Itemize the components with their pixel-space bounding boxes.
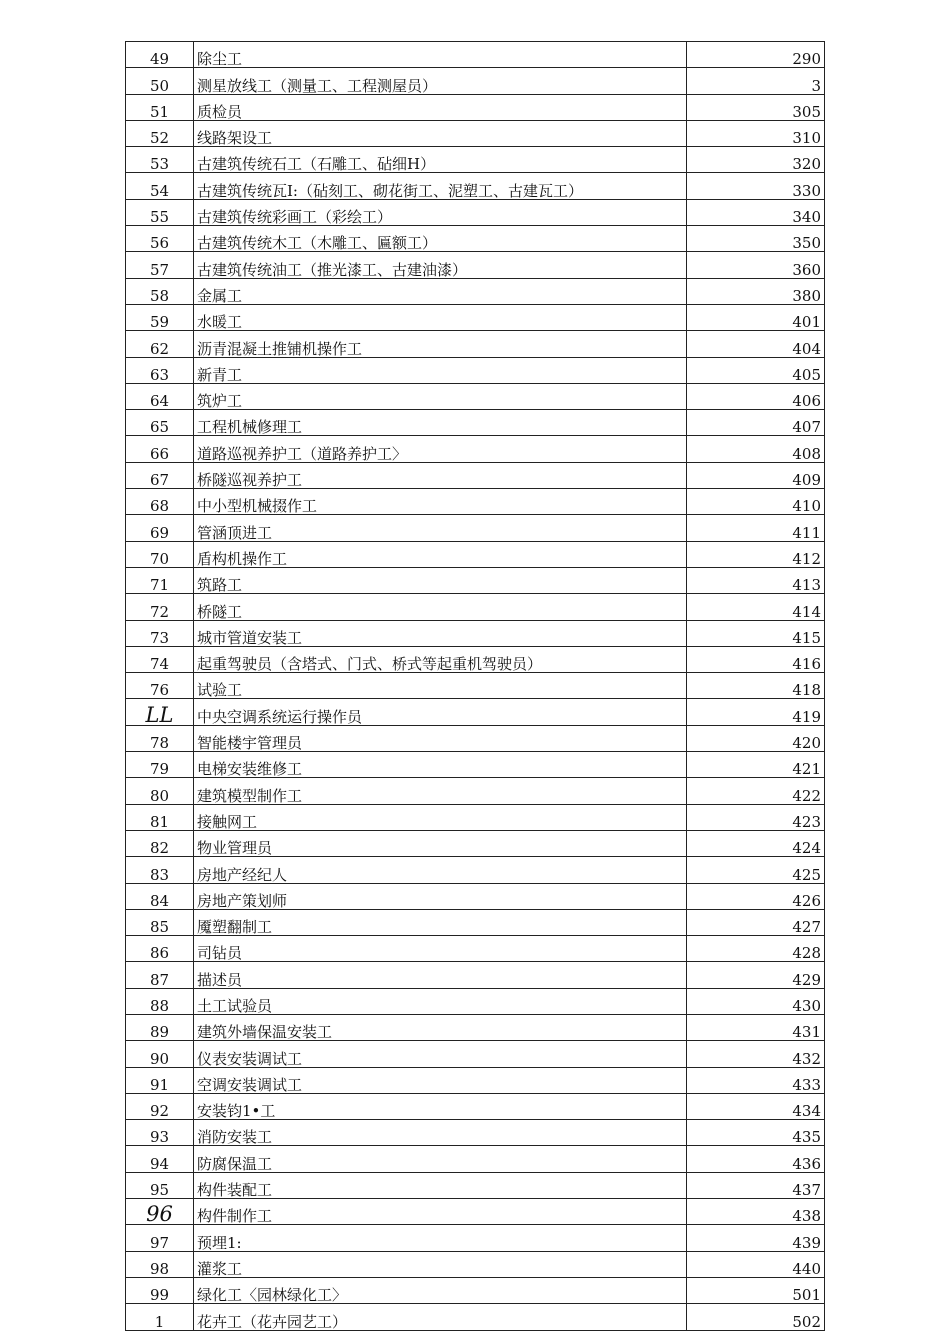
occupation-code: 404 [687,331,825,357]
occupation-code: 428 [687,936,825,962]
occupation-code: 360 [687,252,825,278]
table-row [126,1172,825,1198]
row-number: 68 [126,489,194,515]
occupation-name: 质检员 [194,94,687,120]
occupation-name: 筑路工 [194,567,687,593]
table-row [126,752,825,778]
table-row [126,1093,825,1119]
occupation-name: 线路架设工 [194,120,687,146]
row-number: 92 [126,1093,194,1119]
occupation-name: 桥隧巡视养护工 [194,462,687,488]
table-row [126,42,825,68]
occupation-code: 421 [687,752,825,778]
table-row [126,1146,825,1172]
row-number: 79 [126,752,194,778]
occupation-code: 420 [687,725,825,751]
occupation-name: 房地产经纪人 [194,857,687,883]
row-number: 59 [126,304,194,330]
row-number: 87 [126,962,194,988]
occupation-code: 340 [687,199,825,225]
occupation-name: 城市管道安装工 [194,620,687,646]
row-number: 70 [126,541,194,567]
row-number: 80 [126,778,194,804]
occupation-code: 320 [687,147,825,173]
occupation-code: 330 [687,173,825,199]
occupation-name: 建筑外墙保温安装工 [194,1014,687,1040]
occupation-code: 437 [687,1172,825,1198]
table-row [126,883,825,909]
occupation-code: 438 [687,1199,825,1225]
table-row [126,620,825,646]
occupation-name: 水暖工 [194,304,687,330]
occupation-code: 429 [687,962,825,988]
row-number: 95 [126,1172,194,1198]
row-number: 49 [126,42,194,68]
occupation-code: 426 [687,883,825,909]
occupation-name: 魇塑翻制工 [194,909,687,935]
row-number: 84 [126,883,194,909]
table-row [126,1067,825,1093]
table-row [126,489,825,515]
table-row [126,1277,825,1303]
occupation-name: 物业管理员 [194,830,687,856]
row-number: 51 [126,94,194,120]
row-number: 72 [126,594,194,620]
table-row [126,988,825,1014]
row-number: 90 [126,1041,194,1067]
row-number: 71 [126,567,194,593]
occupation-name: 建筑模型制作工 [194,778,687,804]
occupation-code: 305 [687,94,825,120]
table-row [126,594,825,620]
table-row [126,541,825,567]
occupation-name: 古建筑传统瓦I:（砧刻工、砌花街工、泥塑工、古建瓦工） [194,173,687,199]
occupation-name: 金属工 [194,278,687,304]
occupation-name: 古建筑传统彩画工（彩绘工） [194,199,687,225]
occupation-code: 418 [687,673,825,699]
occupation-name: 盾构机操作工 [194,541,687,567]
occupation-name: 安装钧1•工 [194,1093,687,1119]
row-number: 65 [126,410,194,436]
occupation-code: 350 [687,226,825,252]
occupation-name: 智能楼宇管理员 [194,725,687,751]
table-row [126,804,825,830]
occupation-name: 古建筑传统石工（石雕工、砧细H） [194,147,687,173]
row-number: 78 [126,725,194,751]
occupation-name: 除尘工 [194,42,687,68]
occupation-name: 沥青混凝土推铺机操作工 [194,331,687,357]
row-number: 50 [126,68,194,94]
occupation-code: 433 [687,1067,825,1093]
table-row [126,331,825,357]
table-row [126,173,825,199]
occupation-code: 409 [687,462,825,488]
row-number: 53 [126,147,194,173]
occupation-name: 绿化工〈园林绿化工〉 [194,1277,687,1303]
occupation-name: 工程机械修理工 [194,410,687,436]
occupation-code: 405 [687,357,825,383]
table-row [126,147,825,173]
row-number: 76 [126,673,194,699]
occupation-code: 424 [687,830,825,856]
row-number: 83 [126,857,194,883]
occupation-name: 中小型机械掇作工 [194,489,687,515]
occupation-name: 预埋1: [194,1225,687,1251]
occupation-name: 测星放线工（测量工、工程测屋员） [194,68,687,94]
row-number: 82 [126,830,194,856]
occupation-name: 仪表安装调试工 [194,1041,687,1067]
occupation-code: 440 [687,1251,825,1277]
occupation-name: 灌浆工 [194,1251,687,1277]
table-row [126,699,825,725]
row-number: 91 [126,1067,194,1093]
occupation-name: 接触网工 [194,804,687,830]
row-number: 96 [126,1199,194,1225]
row-number: 1 [126,1304,194,1330]
occupation-code: 310 [687,120,825,146]
occupation-code: 413 [687,567,825,593]
occupation-name: 空调安装调试工 [194,1067,687,1093]
row-number: 85 [126,909,194,935]
row-number: 57 [126,252,194,278]
row-number: 81 [126,804,194,830]
occupation-name: 中央空调系统运行操作员 [194,699,687,725]
row-number: 74 [126,646,194,672]
occupation-code: 439 [687,1225,825,1251]
occupation-name: 土工试验员 [194,988,687,1014]
row-number: 98 [126,1251,194,1277]
occupation-code: 501 [687,1277,825,1303]
occupation-name: 起重驾驶员（含塔式、门式、桥式等起重机驾驶员） [194,646,687,672]
table-row [126,567,825,593]
occupation-code: 502 [687,1304,825,1330]
occupation-table [125,41,825,1331]
table-row [126,830,825,856]
occupation-code: 416 [687,646,825,672]
table-row [126,1199,825,1225]
table-row [126,936,825,962]
occupation-code: 401 [687,304,825,330]
row-number: 55 [126,199,194,225]
occupation-name: 管涵顶进工 [194,515,687,541]
table-row [126,515,825,541]
table-row [126,357,825,383]
occupation-name: 道路巡视养护工（道路养护工〉 [194,436,687,462]
table-row [126,778,825,804]
occupation-code: 422 [687,778,825,804]
table-row [126,410,825,436]
table-row [126,436,825,462]
row-number: 69 [126,515,194,541]
occupation-code: 425 [687,857,825,883]
table-row [126,1225,825,1251]
occupation-code: 411 [687,515,825,541]
row-number: 54 [126,173,194,199]
table-row [126,304,825,330]
occupation-name: 构件装配工 [194,1172,687,1198]
occupation-name: 消防安装工 [194,1120,687,1146]
occupation-code: 412 [687,541,825,567]
table-row [126,383,825,409]
table-row [126,909,825,935]
occupation-code: 414 [687,594,825,620]
row-number: 97 [126,1225,194,1251]
table-row [126,1304,825,1330]
occupation-name: 花卉工（花卉园艺工） [194,1304,687,1330]
table-row [126,725,825,751]
table-row [126,278,825,304]
table-row [126,857,825,883]
occupation-name: 筑炉工 [194,383,687,409]
occupation-code: 380 [687,278,825,304]
row-number: 66 [126,436,194,462]
row-number: 93 [126,1120,194,1146]
occupation-name: 新青工 [194,357,687,383]
table-row [126,68,825,94]
table-row [126,646,825,672]
table-row [126,962,825,988]
row-number: 63 [126,357,194,383]
occupation-code: 434 [687,1093,825,1119]
row-number: 52 [126,120,194,146]
occupation-code: 408 [687,436,825,462]
row-number: 99 [126,1277,194,1303]
table-row [126,1120,825,1146]
row-number: 56 [126,226,194,252]
occupation-code: 427 [687,909,825,935]
occupation-code: 430 [687,988,825,1014]
occupation-code: 407 [687,410,825,436]
occupation-code: 406 [687,383,825,409]
occupation-table-body [126,42,825,1331]
occupation-name: 构件制作工 [194,1199,687,1225]
occupation-name: 桥隧工 [194,594,687,620]
occupation-name: 试验工 [194,673,687,699]
row-number: 73 [126,620,194,646]
table-row [126,673,825,699]
occupation-code: 436 [687,1146,825,1172]
row-number: 62 [126,331,194,357]
row-number: 86 [126,936,194,962]
row-number: LL [126,699,194,725]
occupation-name: 防腐保温工 [194,1146,687,1172]
table-row [126,226,825,252]
occupation-name: 古建筑传统油工（推光漆工、古建油漆） [194,252,687,278]
occupation-code: 290 [687,42,825,68]
table-row [126,1014,825,1040]
table-row [126,120,825,146]
table-row [126,252,825,278]
occupation-name: 司钻员 [194,936,687,962]
occupation-code: 423 [687,804,825,830]
occupation-code: 419 [687,699,825,725]
table-row [126,94,825,120]
table-row [126,1041,825,1067]
occupation-name: 古建筑传统木工（木雕工、匾额工） [194,226,687,252]
table-row [126,1251,825,1277]
occupation-code: 432 [687,1041,825,1067]
occupation-name: 房地产策划师 [194,883,687,909]
row-number: 67 [126,462,194,488]
occupation-code: 415 [687,620,825,646]
occupation-code: 435 [687,1120,825,1146]
row-number: 58 [126,278,194,304]
row-number: 89 [126,1014,194,1040]
occupation-name: 电梯安装维修工 [194,752,687,778]
occupation-name: 描述员 [194,962,687,988]
occupation-code: 3 [687,68,825,94]
table-row [126,199,825,225]
row-number: 64 [126,383,194,409]
row-number: 88 [126,988,194,1014]
occupation-code: 410 [687,489,825,515]
occupation-code: 431 [687,1014,825,1040]
row-number: 94 [126,1146,194,1172]
table-row [126,462,825,488]
